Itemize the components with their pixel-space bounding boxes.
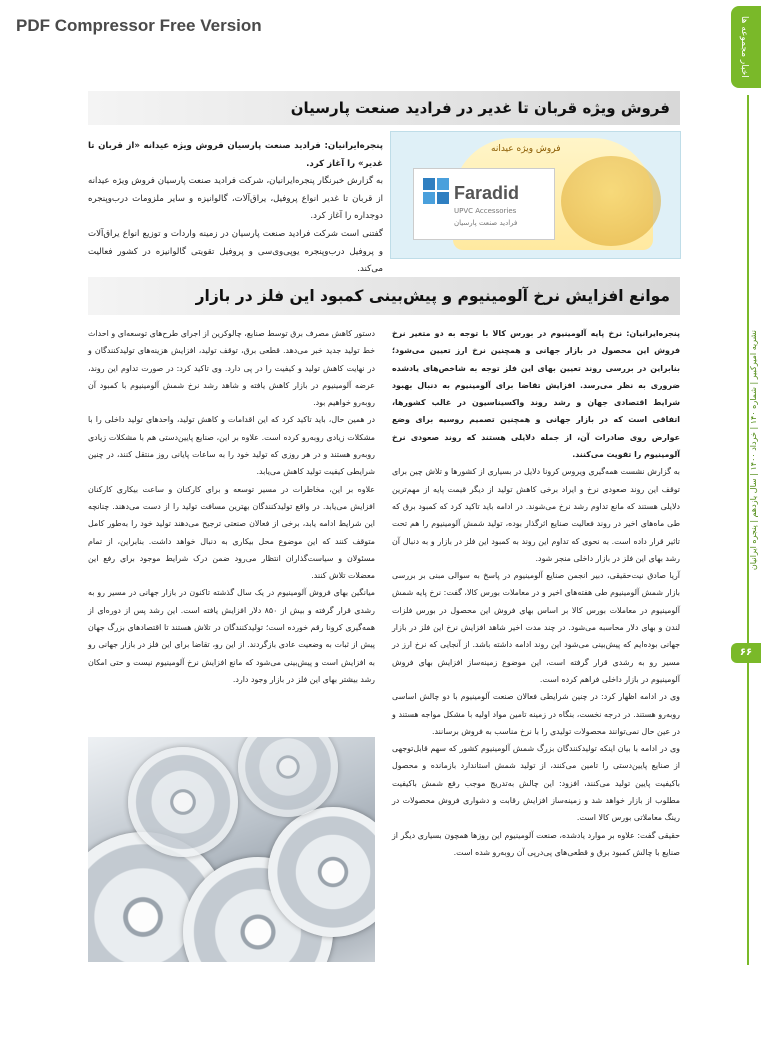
- logo-tagline: فرادید صنعت پارسیان: [454, 219, 518, 227]
- article2-left-column: [88, 325, 375, 688]
- article2-title-bar: [88, 277, 680, 315]
- watermark: PDF Compressor Free Version: [16, 16, 262, 35]
- article2-paragraph: پنجره‌ایرانیان: نرخ پایه آلومینیوم در بورس کالا با توجه به دو متغیر نرخ فروش این محصول در بازار جهانی و همچنین نرخ ارز تعیین می‌شود؛ بنابراین در بررسی روند تعیین بهای این فلز توجه به شاخص‌های یادشده ضروری به نظر می‌رسد. افزایش تقاضا برای آلومینیوم به دنبال بهبود شرایط اقتصادی جهان و رشد روند واکسیناسیون در غالب کشورها، اتفاقی است که در بازار جهانی و همچنین تصمیم روسیه برای وضع عوارض روی صادرات آن، از جمله دلایلی هستند که روند صعودی نرخ آلومینیوم را تقویت می‌کنند.: [392, 329, 680, 460]
- article1-paragraph: پنجره‌ایرانیان: فرادید صنعت پارسیان فروش ویژه عیدانه «از قربان تا غدیر» را آغاز کرد.: [88, 141, 383, 169]
- article2-paragraph: دستور کاهش مصرف برق توسط صنایع، چالوکرین از اجرای طرح‌های توسعه‌ای و احداث خط تولید جدید خبر می‌دهد. قطعی برق، توقف تولید، افزایش هزینه‌های تولیدکنندگان و در نهایت کاهش تولید و کیفیت را در پی دارد. وی تاکید کرد: در صورت تداوم این روند، عرضه آلومینیوم در بازار کاهش یافته و شاهد رشد نرخ شمش آلومینیوم با کمبود آن روبه‌رو خواهیم بود.: [88, 329, 375, 408]
- logo-subtitle: UPVC Accessories: [454, 207, 517, 215]
- aluminium-coils-photo: [88, 737, 375, 962]
- article1-paragraph: به گزارش خبرنگار پنجره‌ایرانیان، شرکت فرادید صنعت پارسیان فروش ویژه عیدانه از قربان تا غدیر انواع پروفیل، یراق‌آلات، گالوانیزه و سایر ملزومات درب‌وپنجره دوجداره را آغاز کرد.: [88, 176, 383, 222]
- side-running-text: نشریه امیرکبیر | شماره ۱۴۰ | خرداد ۱۴۰۰ | سال یازدهم | پنجره ایرانیان: [749, 330, 758, 571]
- faradid-logo: [413, 168, 555, 240]
- ad-banner-text: فروش ویژه عیدانه: [491, 144, 561, 154]
- article2-paragraph: علاوه بر این، مخاطرات در مسیر توسعه و برای کارکنان و ساعت بیکاری کارکنان افزایش می‌یابد. در واقع تولیدکنندگان بهترین مسافت تولید را از دست می‌دهند. چنانچه این شرایط ادامه یابد، برخی از فعالان صنعتی ترجیح می‌دهند تولید خود را به‌طور کامل متوقف کنند که این موضوع محل بیکاری به دنبال خواهد داشت. بنابراین، از تمام مسئولان و سیاست‌گذاران انتظار می‌رود ضمن درک شرایط موجود برای رفع این معضلات تلاش کنند.: [88, 484, 375, 581]
- section-tab-label: اخبار مجموعه ها: [739, 16, 749, 78]
- page-number: ۶۶: [731, 643, 761, 663]
- article2-paragraph: میانگین بهای فروش آلومینیوم در یک سال گذشته تاکنون در بازار جهانی در مسیر رو به رشدی قرار گرفته و بیش از ۸۵۰ دلار افزایش یافته است. این رشد پس از دوره‌ای از همه‌گیری کرونا رقم خورده است؛ تولیدکنندگان در تلاش هستند تا اقتصادهای بزرگ جهان پیش از ثبات به وضعیت عادی بازگردند. از این رو، تقاضا برای این فلز در بازار جهانی رو به افزایش است و پیش‌بینی می‌شود که مانع افزایش نرخ آلومینیوم نیست و حتی امکان رشد بیشتر بهای این فلز در بازار وجود دارد.: [88, 588, 375, 684]
- window-icon: [422, 177, 450, 205]
- article1-paragraph: گفتنی است شرکت فرادید صنعت پارسیان در زمینه واردات و توزیع انواع یراق‌آلات و پروفیل درب‌وپنجره یو‌پی‌وی‌سی و پروفیل تقویتی گالوانیزه در کشور فعالیت می‌کند.: [88, 228, 383, 275]
- ad-decoration: [561, 156, 661, 246]
- article2-paragraph: در همین حال، باید تاکید کرد که این اقدامات و کاهش تولید، واحدهای تولید داخلی را با مشکلات زیادی روبه‌رو کرده است. علاوه بر این، صنایع پایین‌دستی هم با مشکلات زیادی روبه‌رو هستند و در هر روزی که تولید خود را به ساعات پایانی روز منتقل کنند، در چنین شرایطی کیفیت تولید کاهش می‌یابد.: [88, 415, 375, 477]
- section-tab: [731, 6, 761, 88]
- article2-paragraph: وی در ادامه با بیان اینکه تولیدکنندگان بزرگ شمش آلومینیوم کشور که سهم قابل‌توجهی از صنایع پایین‌دستی را تامین می‌کنند، از تولید شمش استاندارد بازمانده و محصول باکیفیت پایین تولید می‌کنند، افزود: این چالش به‌تدریج موجب رفع شمش باکیفیت مطلوب از بازار خواهد شد و زمینه‌ساز افزایش رقابت و دشواری فروش محصولات در رینگ معاملاتی بورس کالا است.: [392, 744, 680, 823]
- article1-title: فروش ویژه قربان تا غدیر در فرادید صنعت پارسیان: [290, 99, 670, 117]
- coil: [238, 737, 338, 817]
- article1-title-bar: [88, 91, 680, 125]
- article2-title: موانع افزایش نرخ آلومینیوم و پیش‌بینی کمبود این فلز در بازار: [195, 287, 670, 305]
- article2-right-column: [392, 325, 680, 861]
- article1-body: [88, 138, 383, 279]
- coil: [128, 747, 238, 857]
- article2-paragraph: به گزارش نشست همه‌گیری ویروس کرونا دلایل در بسیاری از کشورها و تلاش چین برای توقف این روند صعودی نرخ و ایراد برخی کاهش تولید از دیگر قیمت پایه از مهم‌ترین دلایلی هستند که مانع تداوم رشد نرخ می‌شوند. در ادامه باید تاکید کرد که کمبود برق که طی ماه‌های اخیر در روند فعالیت صنایع اثرگذار بوده، تولید شمش آلومینیوم را هم تحت تاثیر قرار داده است. به نحوی که تداوم این روند به کمبود این فلز در بازار و به دنبال آن رشد بهای این فلز در بازار داخلی منجر شود.: [392, 467, 680, 563]
- logo-brand: Faradid: [454, 183, 520, 203]
- article2-paragraph: حقیقی گفت: علاوه بر موارد یادشده، صنعت آلومینیوم این روزها همچون بسیاری دیگر از صنایع با چالش کمبود برق و قطعی‌های پی‌درپی آن روبه‌رو شده است.: [392, 830, 680, 857]
- article2-paragraph: آریا صادق نیت‌حقیقی، دبیر انجمن صنایع آلومینیوم در پاسخ به سوالی مبنی بر بررسی بازار شمش آلومینیوم طی هفته‌های اخیر و در معاملات بورس کالا، گفت: نرخ پایه شمش آلومینیوم در معاملات بورس کالا بر اساس بهای فروش این محصول در بورس فلزات لندن و بهای دلار محاسبه می‌شود. در چند مدت اخیر شاهد افزایش نرخ این فلز در بازار جهانی بوده‌ایم که پیش‌بینی می‌شود این روند ادامه داشته باشد. از آنجایی که نرخ ارز در مسیر رو به رشدی قرار گرفته است، این موضوع زمینه‌ساز افزایش بهای فروش آلومینیوم در بازار داخلی فراهم کرده است.: [392, 571, 680, 684]
- faradid-ad-image: [390, 131, 681, 259]
- article2-paragraph: وی در ادامه اظهار کرد: در چنین شرایطی فعالان صنعت آلومینیوم با دو چالش اساسی روبه‌رو هستند. در درجه نخست، بنگاه در زمینه تامین مواد اولیه با مشکل مواجه هستند و در عین حال نمی‌توانند محصولات تولیدی را با نرخ مناسب به فروش برسانند.: [392, 692, 680, 736]
